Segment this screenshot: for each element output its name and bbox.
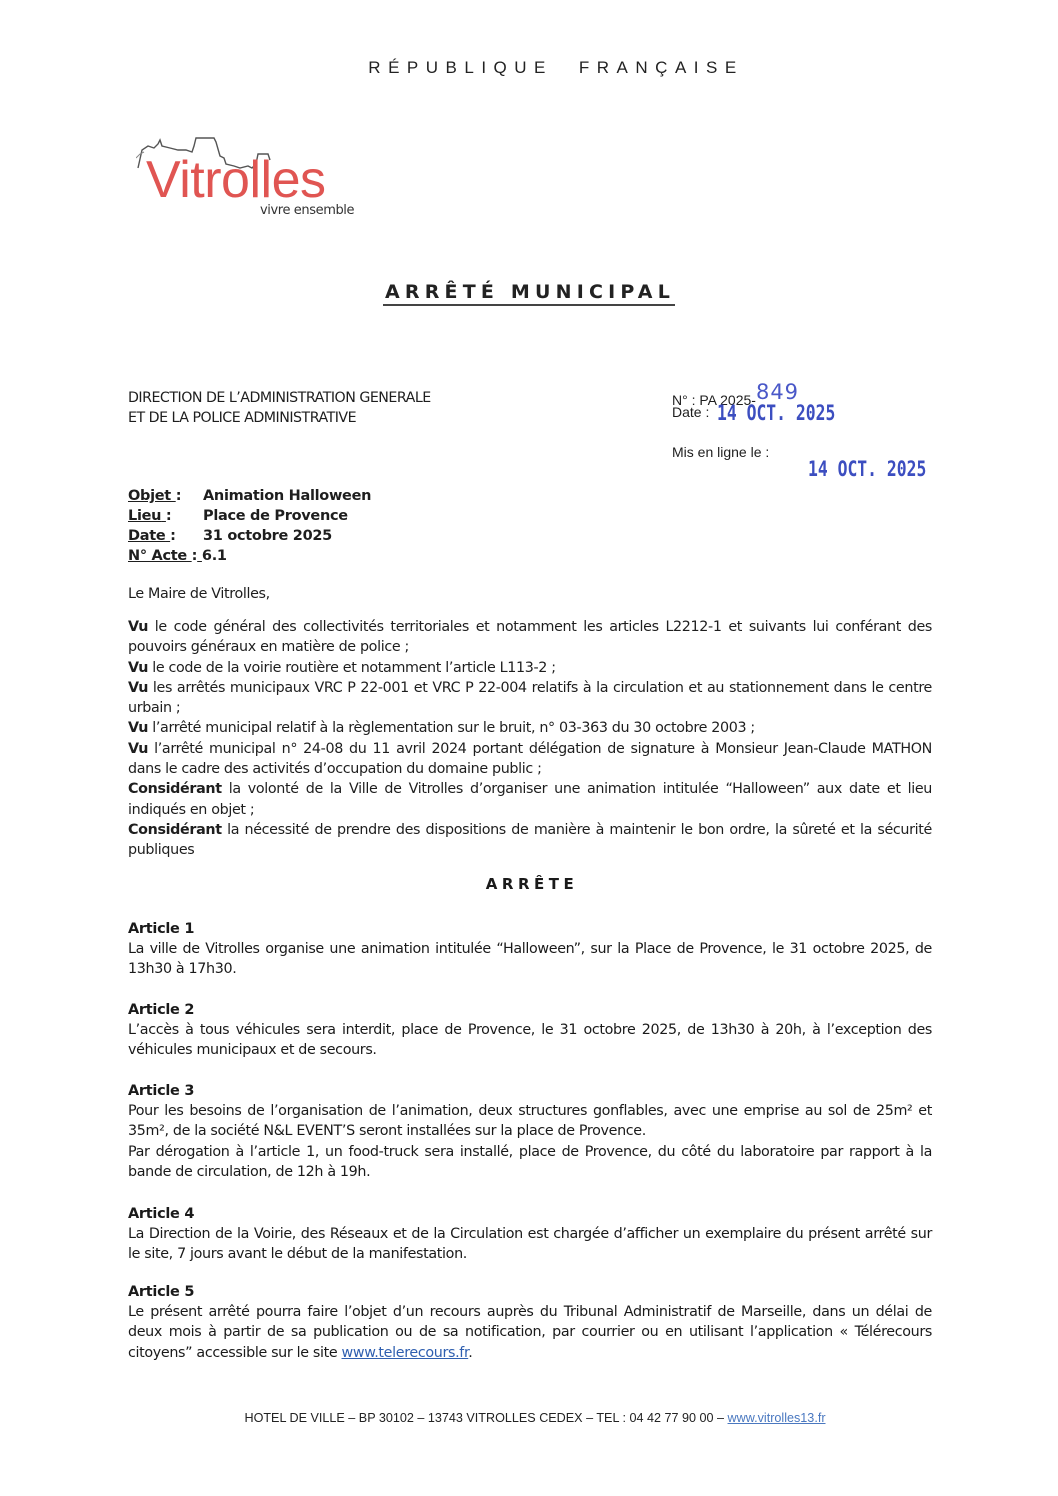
footer-address-text: HOTEL DE VILLE – BP 30102 – 13743 VITROLLES CEDEX – TEL : 04 42 77 90 00 – — [244, 1411, 728, 1425]
preamble-text: le code général des collectivités territoriales et notamment les articles L2212-1 et suivants lui conférant des pouvoirs généraux en matière de police ; — [128, 619, 932, 656]
meta-lieu-label: Lieu — [128, 508, 162, 524]
direction-line-1: DIRECTION DE L’ADMINISTRATION GENERALE — [128, 390, 431, 406]
meta-date-label: Date — [128, 528, 166, 544]
meta-sep: : — [170, 528, 176, 544]
article-title: Article 5 — [128, 1284, 195, 1300]
preamble-keyword: Vu — [128, 679, 149, 696]
meta-objet-value: Animation Halloween — [203, 488, 372, 504]
reference-date-label: Date : — [672, 404, 710, 420]
republique-francaise-header — [0, 58, 1058, 78]
article-2 — [128, 1000, 932, 1061]
preamble-text: l’arrêté municipal n° 24-08 du 11 avril 2024 portant délégation de signature à Monsieur Jean-Claude MATHON dans le cadre des activités d’occupation du domaine public ; — [128, 740, 932, 778]
date-stamp: 14 OCT. 2025 — [717, 401, 836, 425]
online-stamp-wrap — [808, 457, 960, 481]
meta-sep: : — [175, 488, 182, 504]
reference-number-label: N° : PA 2025- — [672, 392, 756, 408]
decision-heading: ARRÊTE — [485, 875, 579, 893]
issuing-direction — [128, 388, 431, 428]
article-paragraph: La Direction de la Voirie, des Réseaux et de la Circulation est chargée d’afficher un exemplaire du présent arrêté sur le site, 7 jours avant le début de la manifestation. — [128, 1226, 932, 1263]
title-text: ARRÊTÉ MUNICIPAL — [383, 281, 675, 306]
preamble-item — [128, 820, 932, 861]
article-paragraph: Pour les besoins de l’organisation de l’animation, deux structures gonflables, avec une emprise au sol de 25m² et 35m², de la société N&L EVENT’S seront installées sur la place de Provence. — [128, 1103, 932, 1140]
preamble-keyword: Vu — [128, 740, 149, 757]
meta-lieu-label-wrap — [128, 506, 203, 526]
meta-objet — [128, 486, 371, 506]
preamble-item — [128, 739, 932, 780]
article-title: Article 1 — [128, 921, 195, 937]
article-title: Article 3 — [128, 1083, 195, 1099]
online-date-label: Mis en ligne le : — [672, 444, 770, 460]
online-date-stamp: 14 OCT. 2025 — [808, 457, 927, 481]
preamble-item — [128, 658, 932, 678]
article-1 — [128, 919, 932, 980]
article-paragraph: Par dérogation à l’article 1, un food-truck sera installé, place de Provence, du côté du laboratoire par rapport à la bande de circulation, de 12h à 19h. — [128, 1143, 932, 1180]
republique-word: RÉPUBLIQUE — [368, 58, 553, 77]
meta-sep: : — [165, 508, 172, 524]
preamble-text: le code de la voirie routière et notamment l’article L113-2 ; — [148, 659, 556, 676]
preamble-item — [128, 678, 932, 719]
meta-acte-label-wrap — [128, 546, 202, 566]
vitrolles-logo — [136, 128, 396, 224]
preamble-text: les arrêtés municipaux VRC P 22-001 et VRC P 22-004 relatifs à la circulation et au stationnement dans le centre urbain ; — [128, 679, 932, 717]
preamble-list — [128, 617, 932, 861]
preamble-text: la nécessité de prendre des dispositions de manière à maintenir le bon ordre, la sûreté et la sécurité publiques — [128, 821, 932, 859]
meta-objet-label: Objet — [128, 488, 171, 504]
francaise-word: FRANÇAISE — [578, 58, 744, 77]
preamble-keyword: Vu — [128, 659, 149, 676]
meta-acte — [128, 546, 371, 566]
footer-website-link[interactable]: www.vitrolles13.fr — [727, 1411, 826, 1425]
article-3 — [128, 1081, 932, 1182]
preamble-item — [128, 617, 932, 658]
article-4 — [128, 1204, 932, 1265]
article-paragraph — [128, 1302, 932, 1363]
footer-address — [0, 1411, 1058, 1425]
meta-lieu-value: Place de Provence — [203, 508, 348, 524]
reference-date — [672, 401, 836, 425]
online-date — [672, 444, 769, 460]
act-metadata — [128, 486, 371, 566]
article-title: Article 2 — [128, 1002, 195, 1018]
article-5-end: . — [468, 1344, 473, 1361]
page-title — [0, 281, 1058, 303]
preamble-item — [128, 779, 932, 820]
preamble-keyword: Considérant — [128, 781, 222, 798]
meta-date-label-wrap — [128, 526, 203, 546]
preamble-text: la volonté de la Ville de Vitrolles d’organiser une animation intitulée “Halloween” aux date et lieu indiqués en objet ; — [128, 781, 932, 818]
meta-date-value: 31 octobre 2025 — [203, 528, 332, 544]
meta-lieu — [128, 506, 371, 526]
logo-tagline: vivre ensemble — [260, 203, 355, 218]
meta-acte-value: 6.1 — [201, 548, 227, 564]
preamble-item — [128, 718, 932, 738]
meta-objet-label-wrap — [128, 486, 203, 506]
article-paragraph: L’accès à tous véhicules sera interdit, place de Provence, le 31 octobre 2025, de 13h30 à 20h, à l’exception des véhicules municipaux et de secours. — [128, 1022, 932, 1059]
preamble-keyword: Vu — [128, 619, 149, 635]
meta-acte-label: N° Acte — [128, 548, 187, 564]
article-5 — [128, 1282, 932, 1363]
direction-line-2: ET DE LA POLICE ADMINISTRATIVE — [128, 410, 357, 426]
meta-date — [128, 526, 371, 546]
mayor-intro: Le Maire de Vitrolles, — [128, 586, 270, 602]
meta-sep: : — [191, 548, 198, 564]
article-5-text: Le présent arrêté pourra faire l’objet d’un recours auprès du Tribunal Administratif de Marseille, dans un délai de deux mois à partir de sa publication ou de sa notification, par courrier ou en utilisant l’application « Télérecours citoyens” accessible sur le site — [128, 1304, 932, 1361]
preamble-keyword: Vu — [128, 720, 149, 737]
logo-wordmark: Vitrolles — [146, 151, 326, 209]
telerecours-link[interactable]: www.telerecours.fr — [341, 1344, 469, 1361]
preamble-keyword: Considérant — [128, 821, 222, 838]
reference-number-handwritten: 849 — [755, 380, 800, 404]
article-paragraph: La ville de Vitrolles organise une animation intitulée “Halloween”, sur la Place de Provence, le 31 octobre 2025, de 13h30 à 17h30. — [128, 941, 932, 978]
article-title: Article 4 — [128, 1206, 195, 1222]
preamble-text: l’arrêté municipal relatif à la règlementation sur le bruit, n° 03-363 du 30 octobre 2003 ; — [148, 720, 755, 737]
